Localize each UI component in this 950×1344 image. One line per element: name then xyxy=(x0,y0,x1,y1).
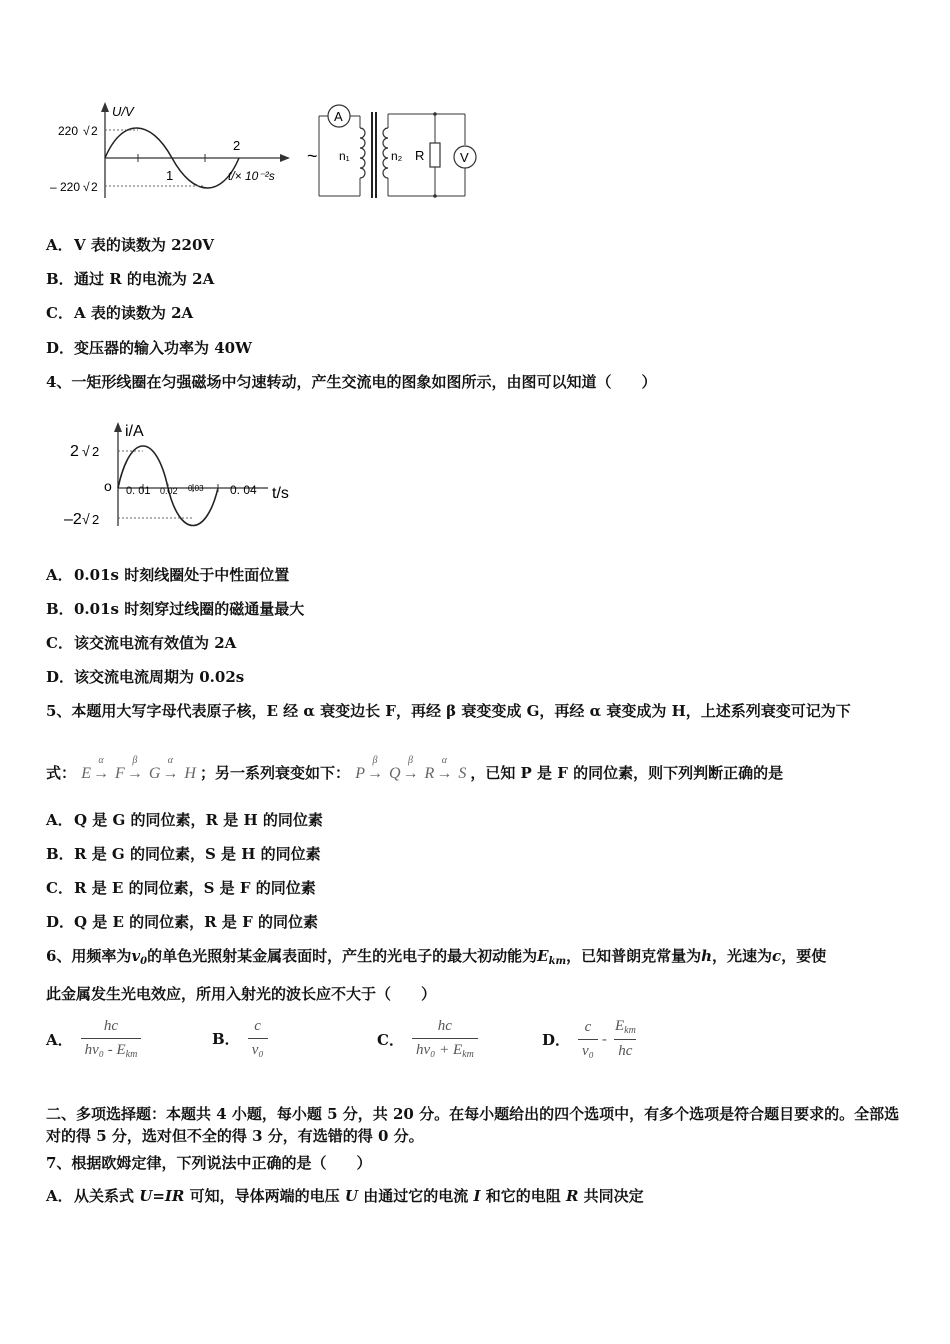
voltage-y-max: 220 xyxy=(58,124,79,138)
q6-stem-line2: 此金属发生光电效应，所用入射光的波长应不大于（ ） xyxy=(46,985,437,1003)
current-y-max-root: 2 xyxy=(92,444,100,459)
q7-stem: 7、根据欧姆定律，下列说法中正确的是（ ） xyxy=(46,1154,372,1172)
current-t4: 0. 04 xyxy=(230,483,257,497)
q6-stem: 6、用频率为$v_0$的单色光照射某金属表面时，产生的光电子的最大初动能为$E_{km}$，已知普朗克常量为h，光速为c，要使 xyxy=(46,947,827,967)
q4-option-a[interactable]: A．0.01s 时刻线圈处于中性面位置 xyxy=(46,566,290,584)
sqrt-symbol: √ xyxy=(83,124,90,138)
q5-option-b[interactable]: B．R 是 G 的同位素，S 是 H 的同位素 xyxy=(46,845,321,863)
resistor-label: R xyxy=(415,148,425,163)
decay-chain-1: E → α F → β G → α H xyxy=(81,755,196,782)
q5-equation-line: 式： E → α F → β G → α H ；另一系列衰变如下： P → β Q → β R → α S ，已知 P 是 F 的同位素，则下列判断正确的是 xyxy=(46,755,784,782)
q3-option-a[interactable]: A．V 表的读数为 220V xyxy=(46,236,215,254)
voltage-x-label: t/× 10⁻²s xyxy=(228,169,275,183)
decay-chain-2: P → β Q → β R → α S xyxy=(355,755,467,782)
voltage-y-min: – 220 xyxy=(50,180,81,194)
voltage-x-tick-1: 1 xyxy=(166,168,174,183)
q6-option-b[interactable]: B． $\frac{c}{\text{v₀}}$ xyxy=(212,1018,268,1059)
current-t3: 0.03 xyxy=(188,484,204,493)
q6-c-fraction: $\frac{hc}{hv_0 + E_{km}}$ xyxy=(412,1018,478,1060)
sqrt-symbol: √ xyxy=(82,511,90,527)
q4-option-b[interactable]: B．0.01s 时刻穿过线圈的磁通量最大 xyxy=(46,600,305,618)
current-y-label: i/A xyxy=(125,423,144,440)
section-2-heading: 二、多项选择题：本题共 4 小题，每小题 5 分，共 20 分。在每小题给出的四个选项中，有多个选项是符合题目要求的。全部选对的得 5 分，选对但不全的得 3 分，有选错的得 0 分。 xyxy=(46,1105,900,1145)
current-y-min-root: 2 xyxy=(92,512,100,527)
voltage-y-label: U/V xyxy=(112,104,134,119)
q6-option-d[interactable]: D． $\frac{c}{\text{v₀}}$ - $\frac{E_{km}}{hc}$ xyxy=(542,1018,640,1060)
q5-option-a[interactable]: A．Q 是 G 的同位素，R 是 H 的同位素 xyxy=(46,811,323,829)
q5-option-d[interactable]: D．Q 是 E 的同位素，R 是 F 的同位素 xyxy=(46,913,318,931)
voltage-graph xyxy=(50,98,300,202)
q6-option-c[interactable]: C． $\frac{hc}{hv_0 + E_{km}}$ xyxy=(377,1018,478,1060)
current-t1: 0. 01 xyxy=(126,485,151,497)
current-origin: o xyxy=(104,478,112,494)
q4-option-c[interactable]: C．该交流电流有效值为 2A xyxy=(46,634,237,652)
q7-option-a[interactable]: A．从关系式 U=IR 可知，导体两端的电压 U 由通过它的电流 I 和它的电阻 R 共同决定 xyxy=(46,1187,644,1205)
sqrt-symbol: √ xyxy=(82,443,90,459)
q5-stem: 5、本题用大写字母代表原子核，E 经 α 衰变边长 F，再经 β 衰变变成 G，再经 α 衰变成为 H，上述系列衰变可记为下 xyxy=(46,702,851,720)
current-graph xyxy=(60,418,310,530)
sqrt-symbol: √ xyxy=(83,180,90,194)
voltage-x-tick-2: 2 xyxy=(233,138,241,153)
current-y-max: 2 xyxy=(70,443,79,460)
current-x-label: t/s xyxy=(272,485,289,502)
voltmeter-label: V xyxy=(460,150,469,165)
ac-source-symbol: ~ xyxy=(307,146,318,166)
n1-label: n₁ xyxy=(339,149,350,163)
q6-d-fraction-2: $\frac{E_{km}}{hc}$ xyxy=(614,1018,636,1059)
q3-option-b[interactable]: B．通过 R 的电流为 2A xyxy=(46,270,215,288)
ammeter-label: A xyxy=(334,109,343,124)
n2-label: n₂ xyxy=(391,149,403,163)
q4-stem: 4、一矩形线圈在匀强磁场中匀速转动，产生交流电的图象如图所示，由图可以知道（ ） xyxy=(46,373,657,391)
current-y-min: –2 xyxy=(64,511,82,528)
q3-option-c[interactable]: C．A 表的读数为 2A xyxy=(46,304,194,322)
q5-option-c[interactable]: C．R 是 E 的同位素，S 是 F 的同位素 xyxy=(46,879,316,897)
q4-option-d[interactable]: D．该交流电流周期为 0.02s xyxy=(46,668,245,686)
transformer-circuit xyxy=(305,98,480,204)
current-t2: 0.02 xyxy=(160,486,178,496)
voltage-y-max-root: 2 xyxy=(91,124,98,138)
q6-option-a[interactable]: A． $\frac{hc}{hv_0 - E_{km}}$ xyxy=(46,1018,141,1060)
q3-option-d[interactable]: D．变压器的输入功率为 40W xyxy=(46,339,252,357)
q6-a-fraction: $\frac{hc}{hv_0 - E_{km}}$ xyxy=(81,1018,142,1060)
q6-d-fraction-1: $\frac{c}{\text{v₀}}$ xyxy=(578,1019,598,1060)
voltage-y-min-root: 2 xyxy=(91,180,98,194)
q6-b-fraction: $\frac{c}{\text{v₀}}$ xyxy=(248,1018,268,1059)
